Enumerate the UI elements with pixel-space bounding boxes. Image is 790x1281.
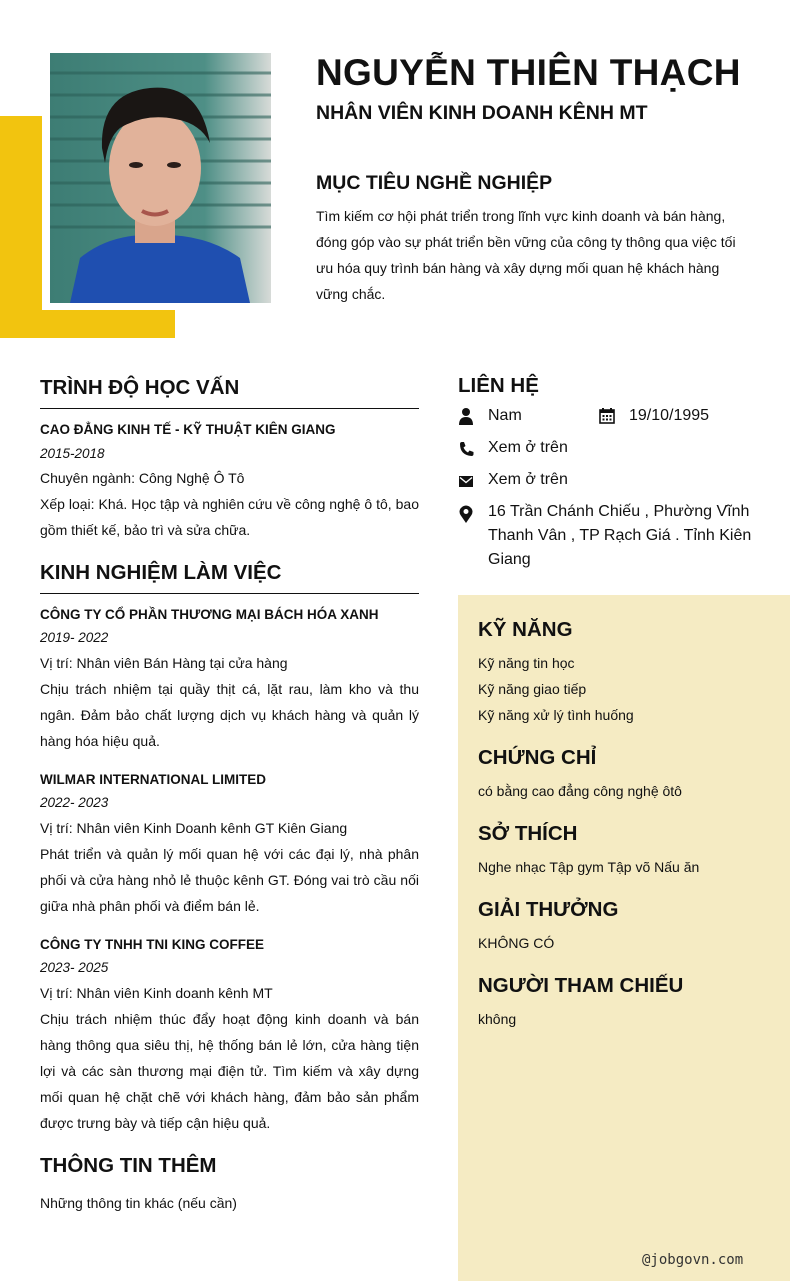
- hobbies-text: Nghe nhạc Tập gym Tập võ Nấu ăn: [478, 859, 700, 875]
- education-heading: TRÌNH ĐỘ HỌC VẤN: [40, 376, 240, 399]
- skill-item: Kỹ năng giao tiếp: [478, 681, 587, 697]
- job-description: Chịu trách nhiệm tại quầy thịt cá, lặt rau, làm kho và thu ngân. Đảm bảo chất lượng dịch vụ khách hàng và quản lý hàng hóa hiệu quả.: [40, 681, 419, 749]
- job-role: Vị trí: Nhân viên Kinh Doanh kênh GT Kiên Giang: [40, 820, 348, 836]
- contact-birthdate: 19/10/1995: [629, 407, 710, 424]
- hobbies-heading: SỞ THÍCH: [478, 822, 578, 845]
- contact-gender: Nam: [488, 407, 522, 424]
- references-heading: NGƯỜI THAM CHIẾU: [478, 974, 684, 997]
- yellow-accent-horizontal: [0, 310, 175, 338]
- calendar-icon: [599, 407, 615, 425]
- skills-heading: KỸ NĂNG: [478, 618, 573, 641]
- objective-text: Tìm kiếm cơ hội phát triển trong lĩnh vực kinh doanh và bán hàng, đóng góp vào sự phát triển bền vững của công ty thông qua việc tối ưu hóa quy trình bán hàng và xây dựng mối quan hệ khách hàng vững chắc.: [316, 208, 736, 302]
- awards-heading: GIẢI THƯỞNG: [478, 898, 619, 921]
- candidate-position: NHÂN VIÊN KINH DOANH KÊNH MT: [316, 102, 648, 124]
- job-description: Phát triển và quản lý mối quan hệ với các đại lý, nhà phân phối và cửa hàng nhỏ lẻ thuộc kênh GT. Đóng vai trò cầu nối giữa nhà phân phối và điểm bán lẻ.: [40, 846, 419, 914]
- job-role: Vị trí: Nhân viên Bán Hàng tại cửa hàng: [40, 655, 288, 671]
- job-company: CÔNG TY CỔ PHẦN THƯƠNG MẠI BÁCH HÓA XANH: [40, 607, 379, 622]
- skill-item: Kỹ năng tin học: [478, 655, 575, 671]
- phone-icon: [458, 441, 474, 459]
- watermark-text: @jobgovn.com: [642, 1252, 744, 1268]
- objective-heading: MỤC TIÊU NGHỀ NGHIỆP: [316, 172, 553, 194]
- experience-divider: [40, 593, 419, 594]
- location-icon: [458, 505, 474, 523]
- contact-email[interactable]: Xem ở trên: [488, 471, 568, 488]
- contact-phone[interactable]: Xem ở trên: [488, 439, 568, 456]
- education-school: CAO ĐẲNG KINH TẾ - KỸ THUẬT KIÊN GIANG: [40, 422, 336, 437]
- education-divider: [40, 408, 419, 409]
- skill-item: Kỹ năng xử lý tình huống: [478, 707, 634, 723]
- job-period: 2019- 2022: [40, 630, 109, 645]
- person-icon: [458, 407, 474, 425]
- job-role: Vị trí: Nhân viên Kinh doanh kênh MT: [40, 985, 273, 1001]
- job-company: WILMAR INTERNATIONAL LIMITED: [40, 772, 266, 787]
- email-icon: [458, 473, 474, 491]
- additional-text: Những thông tin khác (nếu cần): [40, 1195, 237, 1211]
- profile-photo: [50, 53, 271, 303]
- awards-text: KHÔNG CÓ: [478, 935, 555, 951]
- experience-heading: KINH NGHIỆM LÀM VIỆC: [40, 561, 282, 584]
- education-period: 2015-2018: [40, 446, 105, 461]
- contact-heading: LIÊN HỆ: [458, 374, 539, 397]
- education-description: Xếp loại: Khá. Học tập và nghiên cứu về công nghệ ô tô, bao gồm thiết kế, bảo trì và sửa chữa.: [40, 496, 419, 538]
- yellow-accent-vertical: [0, 116, 42, 338]
- certificates-text: có bằng cao đẳng công nghệ ôtô: [478, 783, 682, 799]
- additional-heading: THÔNG TIN THÊM: [40, 1154, 217, 1177]
- candidate-name: NGUYỄN THIÊN THẠCH: [316, 52, 741, 93]
- job-period: 2022- 2023: [40, 795, 109, 810]
- job-company: CÔNG TY TNHH TNI KING COFFEE: [40, 937, 265, 952]
- education-major: Chuyên ngành: Công Nghệ Ô Tô: [40, 470, 245, 486]
- job-description: Chịu trách nhiệm thúc đẩy hoạt động kinh doanh và bán hàng thông qua siêu thị, hệ thống bán lẻ lớn, cửa hàng tiện lợi và các sàn thương mại điện tử. Tìm kiếm và xây dựng mối quan hệ chặt chẽ với khách hàng, đảm bảo sản phẩm được trưng bày và tiếp cận hiệu quả.: [40, 1011, 419, 1131]
- contact-address: 16 Trần Chánh Chiếu , Phường Vĩnh Thanh Vân , TP Rạch Giá . Tỉnh Kiên Giang: [488, 503, 752, 568]
- job-period: 2023- 2025: [40, 960, 109, 975]
- references-text: không: [478, 1011, 517, 1027]
- certificates-heading: CHỨNG CHỈ: [478, 746, 597, 769]
